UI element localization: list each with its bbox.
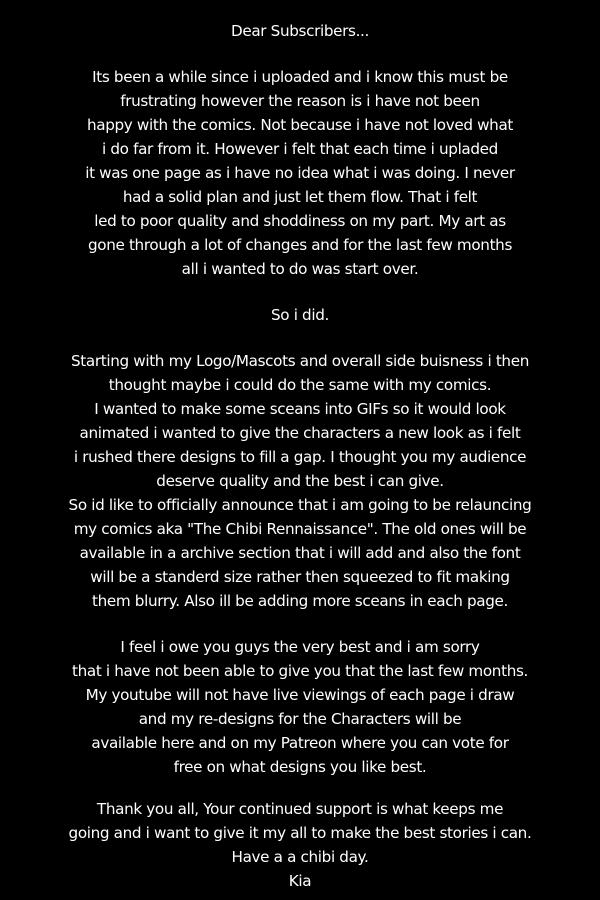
letter-greeting: Dear Subscribers... [230,22,370,40]
paragraph-1-line-5: it was one page as i have no idea what i was doing. I never [85,164,515,182]
paragraph-3-line-2: thought maybe i could do the same with my comics. [108,376,492,394]
paragraph-5-line-3: Have a a chibi day. [231,848,369,866]
paragraph-1-line-9: all i wanted to do was start over. [181,260,419,278]
paragraph-4-line-3: My youtube will not have live viewings of each page i draw [85,686,515,704]
paragraph-1-line-2: frustrating however the reason is i have not been [120,92,480,110]
letter-signature: Kia [288,872,312,890]
paragraph-3-line-6: deserve quality and the best i can give. [156,472,444,490]
paragraph-3-line-3: I wanted to make some sceans into GIFs so it would look [94,400,506,418]
paragraph-5-line-1: Thank you all, Your continued support is what keeps me [96,800,504,818]
paragraph-1-line-3: happy with the comics. Not because i have not loved what [86,116,514,134]
paragraph-4-line-2: that i have not been able to give you that the last few months. [71,662,529,680]
paragraph-3-line-10: will be a standerd size rather then squeezed to fit making [90,568,510,586]
paragraph-4-line-5: available here and on my Patreon where you can vote for [91,734,509,752]
paragraph-3-line-8: my comics aka "The Chibi Rennaissance". The old ones will be [73,520,527,538]
paragraph-3-line-9: available in a archive section that i will add and also the font [79,544,521,562]
paragraph-2-line-1: So i did. [271,306,329,324]
paragraph-1-line-7: led to poor quality and shoddiness on my part. My art as [94,212,506,230]
paragraph-3-line-11: them blurry. Also ill be adding more sceans in each page. [92,592,508,610]
paragraph-1-line-6: had a solid plan and just let them flow. That i felt [122,188,478,206]
paragraph-1-line-4: i do far from it. However i felt that each time i upladed [102,140,498,158]
paragraph-3-line-1: Starting with my Logo/Mascots and overall side buisness i then [71,352,529,370]
paragraph-5-line-2: going and i want to give it my all to make the best stories i can. [68,824,532,842]
paragraph-1-line-1: Its been a while since i uploaded and i know this must be [92,68,508,86]
paragraph-3-line-7: So id like to officially announce that i am going to be relauncing [68,496,532,514]
paragraph-4-line-4: and my re-designs for the Characters will be [138,710,462,728]
paragraph-4-line-6: free on what designs you like best. [173,758,427,776]
paragraph-1-line-8: gone through a lot of changes and for the last few months [87,236,513,254]
paragraph-3-line-5: i rushed there designs to fill a gap. I thought you my audience [73,448,527,466]
paragraph-3-line-4: animated i wanted to give the characters a new look as i felt [79,424,521,442]
paragraph-4-line-1: I feel i owe you guys the very best and i am sorry [120,638,480,656]
